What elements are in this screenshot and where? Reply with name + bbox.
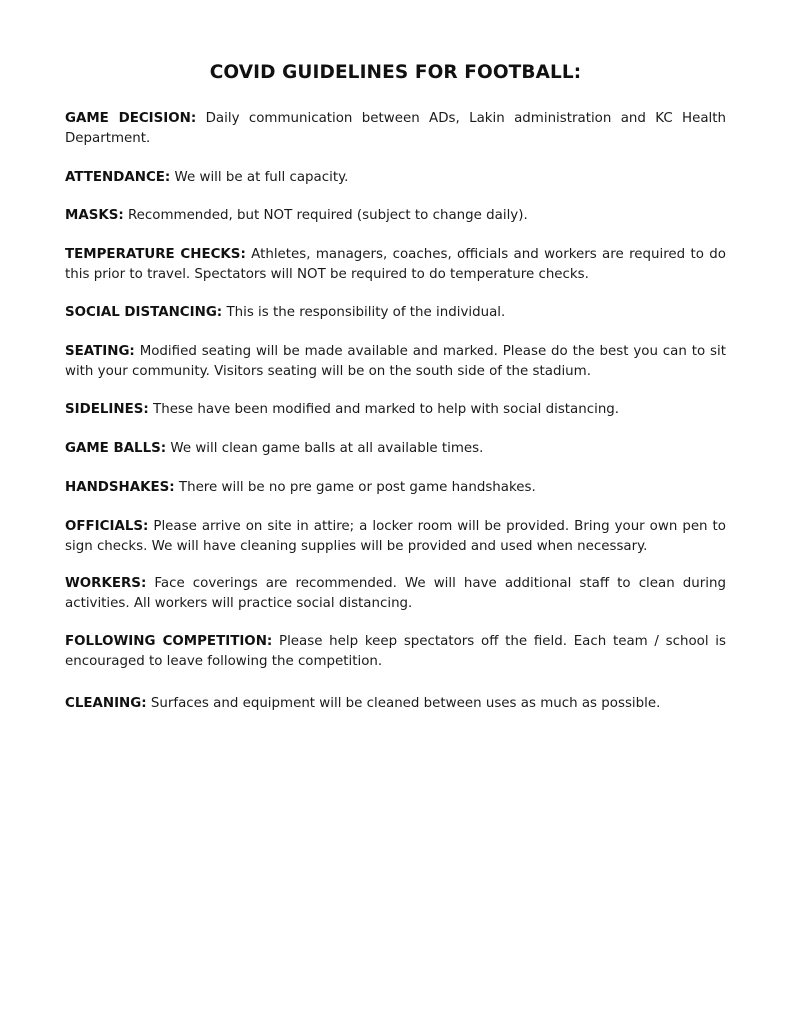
guideline-game-balls: [65, 439, 726, 459]
guideline-text: Face coverings are recommended. We will have additional staff to clean during activities. All workers will practice social distancing.: [65, 576, 726, 611]
guideline-seating: [65, 342, 726, 381]
page-title: COVID GUIDELINES FOR FOOTBALL:: [209, 62, 582, 83]
guideline-handshakes: [65, 478, 726, 498]
guideline-text: Surfaces and equipment will be cleaned between uses as much as possible.: [150, 696, 661, 711]
guideline-label: ATTENDANCE:: [65, 170, 171, 185]
guideline-temperature-checks: [65, 245, 726, 284]
guideline-attendance: [65, 168, 726, 188]
guideline-label: GAME BALLS:: [65, 441, 167, 456]
guideline-cleaning: [65, 694, 726, 714]
guideline-label: OFFICIALS:: [65, 519, 149, 534]
guideline-text: Recommended, but NOT required (subject to change daily).: [127, 208, 528, 223]
guideline-text: Athletes, managers, coaches, officials and workers are required to do this prior to travel. Spectators will NOT be required to do temperature checks.: [65, 247, 726, 282]
guideline-text: We will clean game balls at all available times.: [170, 441, 484, 456]
guideline-game-decision: [65, 109, 726, 148]
guideline-officials: [65, 517, 726, 556]
guideline-text: These have been modified and marked to help with social distancing.: [153, 402, 620, 417]
guideline-text: Please arrive on site in attire; a locker room will be provided. Bring your own pen to sign checks. We will have cleaning supplies will be provided and used when necessary.: [65, 519, 726, 554]
guideline-text: We will be at full capacity.: [174, 170, 349, 185]
guideline-text: Modified seating will be made available and marked. Please do the best you can to sit with your community. Visitors seating will be on the south side of the stadium.: [65, 344, 727, 379]
guideline-label: SIDELINES:: [65, 402, 149, 417]
guideline-following-competition: [65, 632, 726, 671]
guideline-label: TEMPERATURE CHECKS:: [65, 247, 246, 262]
guideline-label: CLEANING:: [65, 696, 147, 711]
guideline-label: FOLLOWING COMPETITION:: [65, 634, 273, 649]
guideline-social-distancing: [65, 303, 726, 323]
guideline-sidelines: [65, 400, 726, 420]
guideline-workers: [65, 574, 726, 613]
guideline-label: MASKS:: [65, 208, 124, 223]
guideline-label: WORKERS:: [65, 576, 147, 591]
guideline-masks: [65, 206, 726, 226]
guideline-label: HANDSHAKES:: [65, 480, 175, 495]
guideline-text: There will be no pre game or post game handshakes.: [178, 480, 536, 495]
guideline-text: This is the responsibility of the individual.: [226, 305, 506, 320]
guideline-label: SEATING:: [65, 344, 135, 359]
guideline-text: Daily communication between ADs, Lakin administration and KC Health Department.: [65, 111, 727, 146]
guideline-text: Please help keep spectators off the field. Each team / school is encouraged to leave following the competition.: [65, 634, 726, 669]
guideline-label: SOCIAL DISTANCING:: [65, 305, 223, 320]
guideline-label: GAME DECISION:: [65, 111, 197, 126]
